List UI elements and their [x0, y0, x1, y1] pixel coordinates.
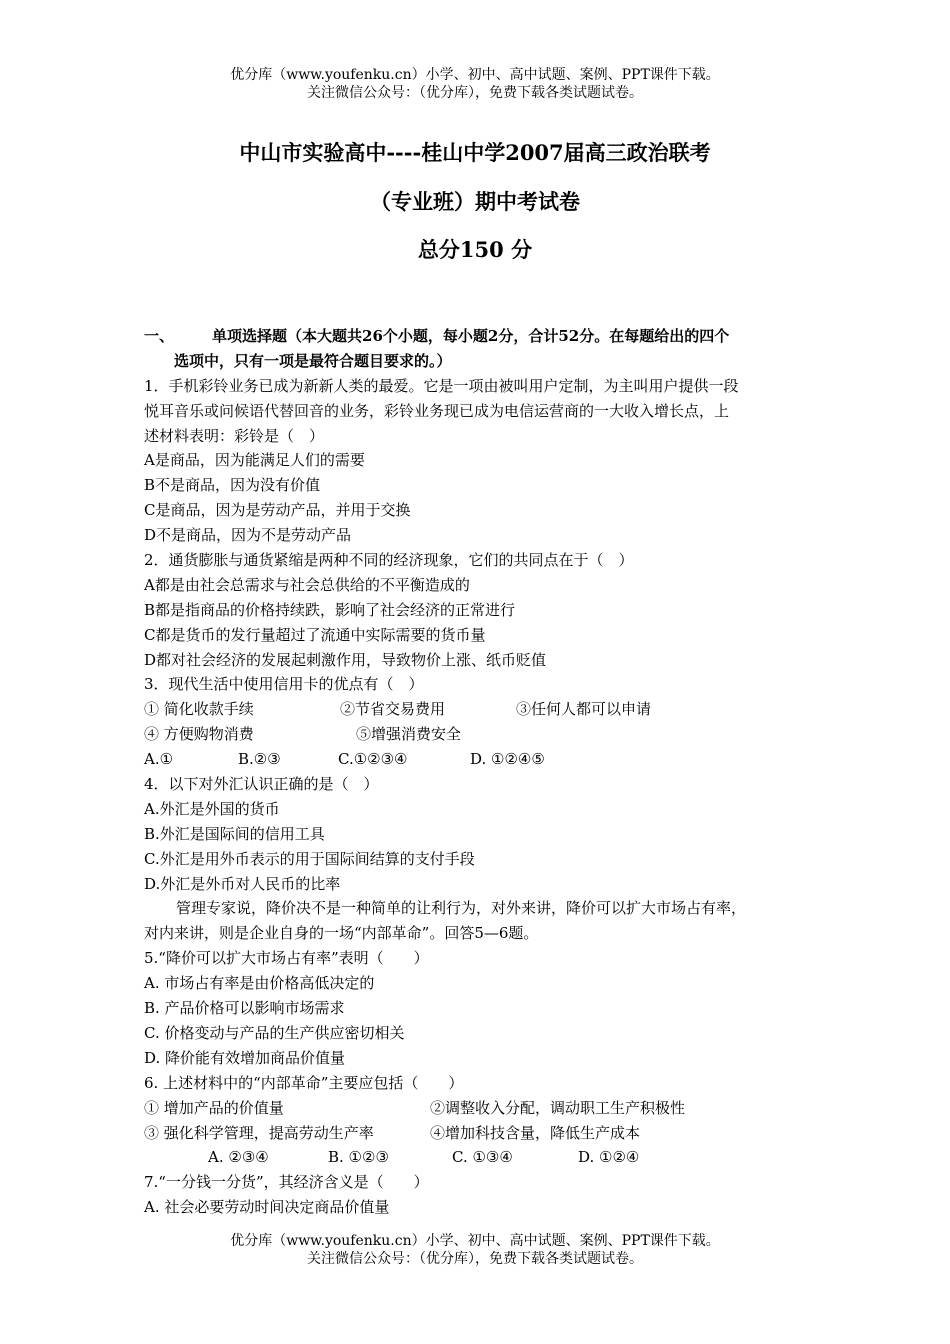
question-6-option-c: C. ①③④: [452, 1148, 513, 1167]
question-4-option-a: A.外汇是外国的货币: [144, 799, 280, 818]
question-6-option-b: B. ①②③: [328, 1148, 389, 1167]
question-6-text: 6. 上述材料中的“内部革命”主要应包括（ ）: [144, 1073, 464, 1092]
footer-line-1: 优分库（www.youfenku.cn）小学、初中、高中试题、案例、PPT课件下载。: [230, 1233, 720, 1249]
question-5-option-b: B. 产品价格可以影响市场需求: [144, 999, 345, 1018]
question-1-option-d: D不是商品，因为不是劳动产品: [144, 526, 352, 545]
section-heading: [144, 324, 824, 349]
question-2-text: 2．通货膨胀与通货紧缩是两种不同的经济现象，它们的共同点在于（ ）: [144, 551, 634, 570]
question-1-text-cont: 述材料表明：彩铃是（ ）: [144, 426, 325, 445]
question-6-items-row-2: [144, 1121, 824, 1146]
question-7-text: 7.“一分钱一分货”，其经济含义是（ ）: [144, 1173, 429, 1192]
question-1-option-a: A是商品，因为能满足人们的需要: [144, 451, 365, 470]
header-line-1: 优分库（www.youfenku.cn）小学、初中、高中试题、案例、PPT课件下载。: [230, 67, 720, 83]
question-5-text: 5.“降价可以扩大市场占有率”表明（ ）: [144, 949, 429, 968]
question-6-item-2: ②调整收入分配，调动职工生产积极性: [430, 1098, 686, 1117]
question-3-option-b: B.②③: [238, 750, 281, 769]
section-heading-cont: 选项中，只有一项是最符合题目要求的。）: [174, 351, 452, 370]
question-3-item-5: ⑤增强消费安全: [356, 725, 462, 744]
question-5-option-d: D. 降价能有效增加商品价值量: [144, 1048, 346, 1067]
question-6-item-3: ③ 强化科学管理，提高劳动生产率: [144, 1123, 374, 1142]
material-paragraph: 管理专家说，降价决不是一种简单的让利行为，对外来讲，降价可以扩大市场占有率，: [176, 899, 747, 918]
question-6-option-d: D. ①②④: [578, 1148, 640, 1167]
header-line-2: 关注微信公众号：（优分库），免费下载各类试题试卷。: [307, 85, 643, 101]
page-footer: [0, 1232, 950, 1268]
question-3-item-4: ④ 方便购物消费: [144, 725, 254, 744]
exam-title-line-1: 中山市实验高中----桂山中学2007届高三政治联考: [239, 140, 711, 165]
footer-line-2: 关注微信公众号：（优分库），免费下载各类试题试卷。: [307, 1251, 643, 1267]
question-3-option-c: C.①②③④: [338, 750, 408, 769]
question-3-option-d: D. ①②④⑤: [470, 750, 545, 769]
exam-total-score: 总分150 分: [417, 237, 533, 262]
question-1-text: 1．手机彩铃业务已成为新新人类的最爱。它是一项由被叫用户定制，为主叫用户提供一段: [144, 376, 739, 395]
question-2-option-a: A都是由社会总需求与社会总供给的不平衡造成的: [144, 575, 470, 594]
question-4-text: 4．以下对外汇认识正确的是（ ）: [144, 775, 379, 794]
question-7-option-a: A. 社会必要劳动时间决定商品价值量: [144, 1198, 390, 1217]
section-heading-text: 单项选择题（本大题共26个小题，每小题2分，合计52分。在每题给出的四个: [212, 327, 730, 345]
question-3-options: [144, 747, 824, 772]
exam-title-line-2: （专业班）期中考试卷: [370, 189, 580, 214]
question-3-text: 3．现代生活中使用信用卡的优点有（ ）: [144, 675, 424, 694]
question-6-items-row-1: [144, 1096, 824, 1121]
question-5-option-c: C. 价格变动与产品的生产供应密切相关: [144, 1023, 405, 1042]
question-1-option-b: B不是商品，因为没有价值: [144, 476, 321, 495]
question-3-option-a: A.①: [144, 750, 174, 769]
question-3-items-row-1: [144, 697, 824, 722]
material-paragraph-cont: 对内来讲，则是企业自身的一场“内部革命”。回答5—6题。: [144, 924, 539, 943]
question-6-option-a: A. ②③④: [208, 1148, 269, 1167]
question-2-option-b: B都是指商品的价格持续跌，影响了社会经济的正常进行: [144, 600, 516, 619]
question-3-items-row-2: [144, 722, 824, 747]
question-6-item-1: ① 增加产品的价值量: [144, 1098, 284, 1117]
question-2-option-d: D都对社会经济的发展起刺激作用，导致物价上涨、纸币贬值: [144, 650, 547, 669]
question-3-item-2: ②节省交易费用: [340, 700, 446, 719]
question-5-option-a: A. 市场占有率是由价格高低决定的: [144, 974, 375, 993]
question-6-options: [144, 1145, 824, 1170]
question-4-option-d: D.外汇是外币对人民币的比率: [144, 874, 341, 893]
question-2-option-c: C都是货币的发行量超过了流通中实际需要的货币量: [144, 625, 486, 644]
page-header: [0, 66, 950, 102]
question-4-option-c: C.外汇是用外币表示的用于国际间结算的支付手段: [144, 849, 475, 868]
question-3-item-1: ① 简化收款手续: [144, 700, 254, 719]
question-1-text-cont: 悦耳音乐或问候语代替回音的业务，彩铃业务现已成为电信运营商的一大收入增长点，上: [144, 401, 730, 420]
exam-body: [144, 324, 824, 1220]
question-6-item-4: ④增加科技含量，降低生产成本: [430, 1123, 641, 1142]
section-number: 一、: [144, 327, 175, 345]
question-3-item-3: ③任何人都可以申请: [516, 700, 652, 719]
question-4-option-b: B.外汇是国际间的信用工具: [144, 824, 325, 843]
question-1-option-c: C是商品，因为是劳动产品，并用于交换: [144, 501, 411, 520]
